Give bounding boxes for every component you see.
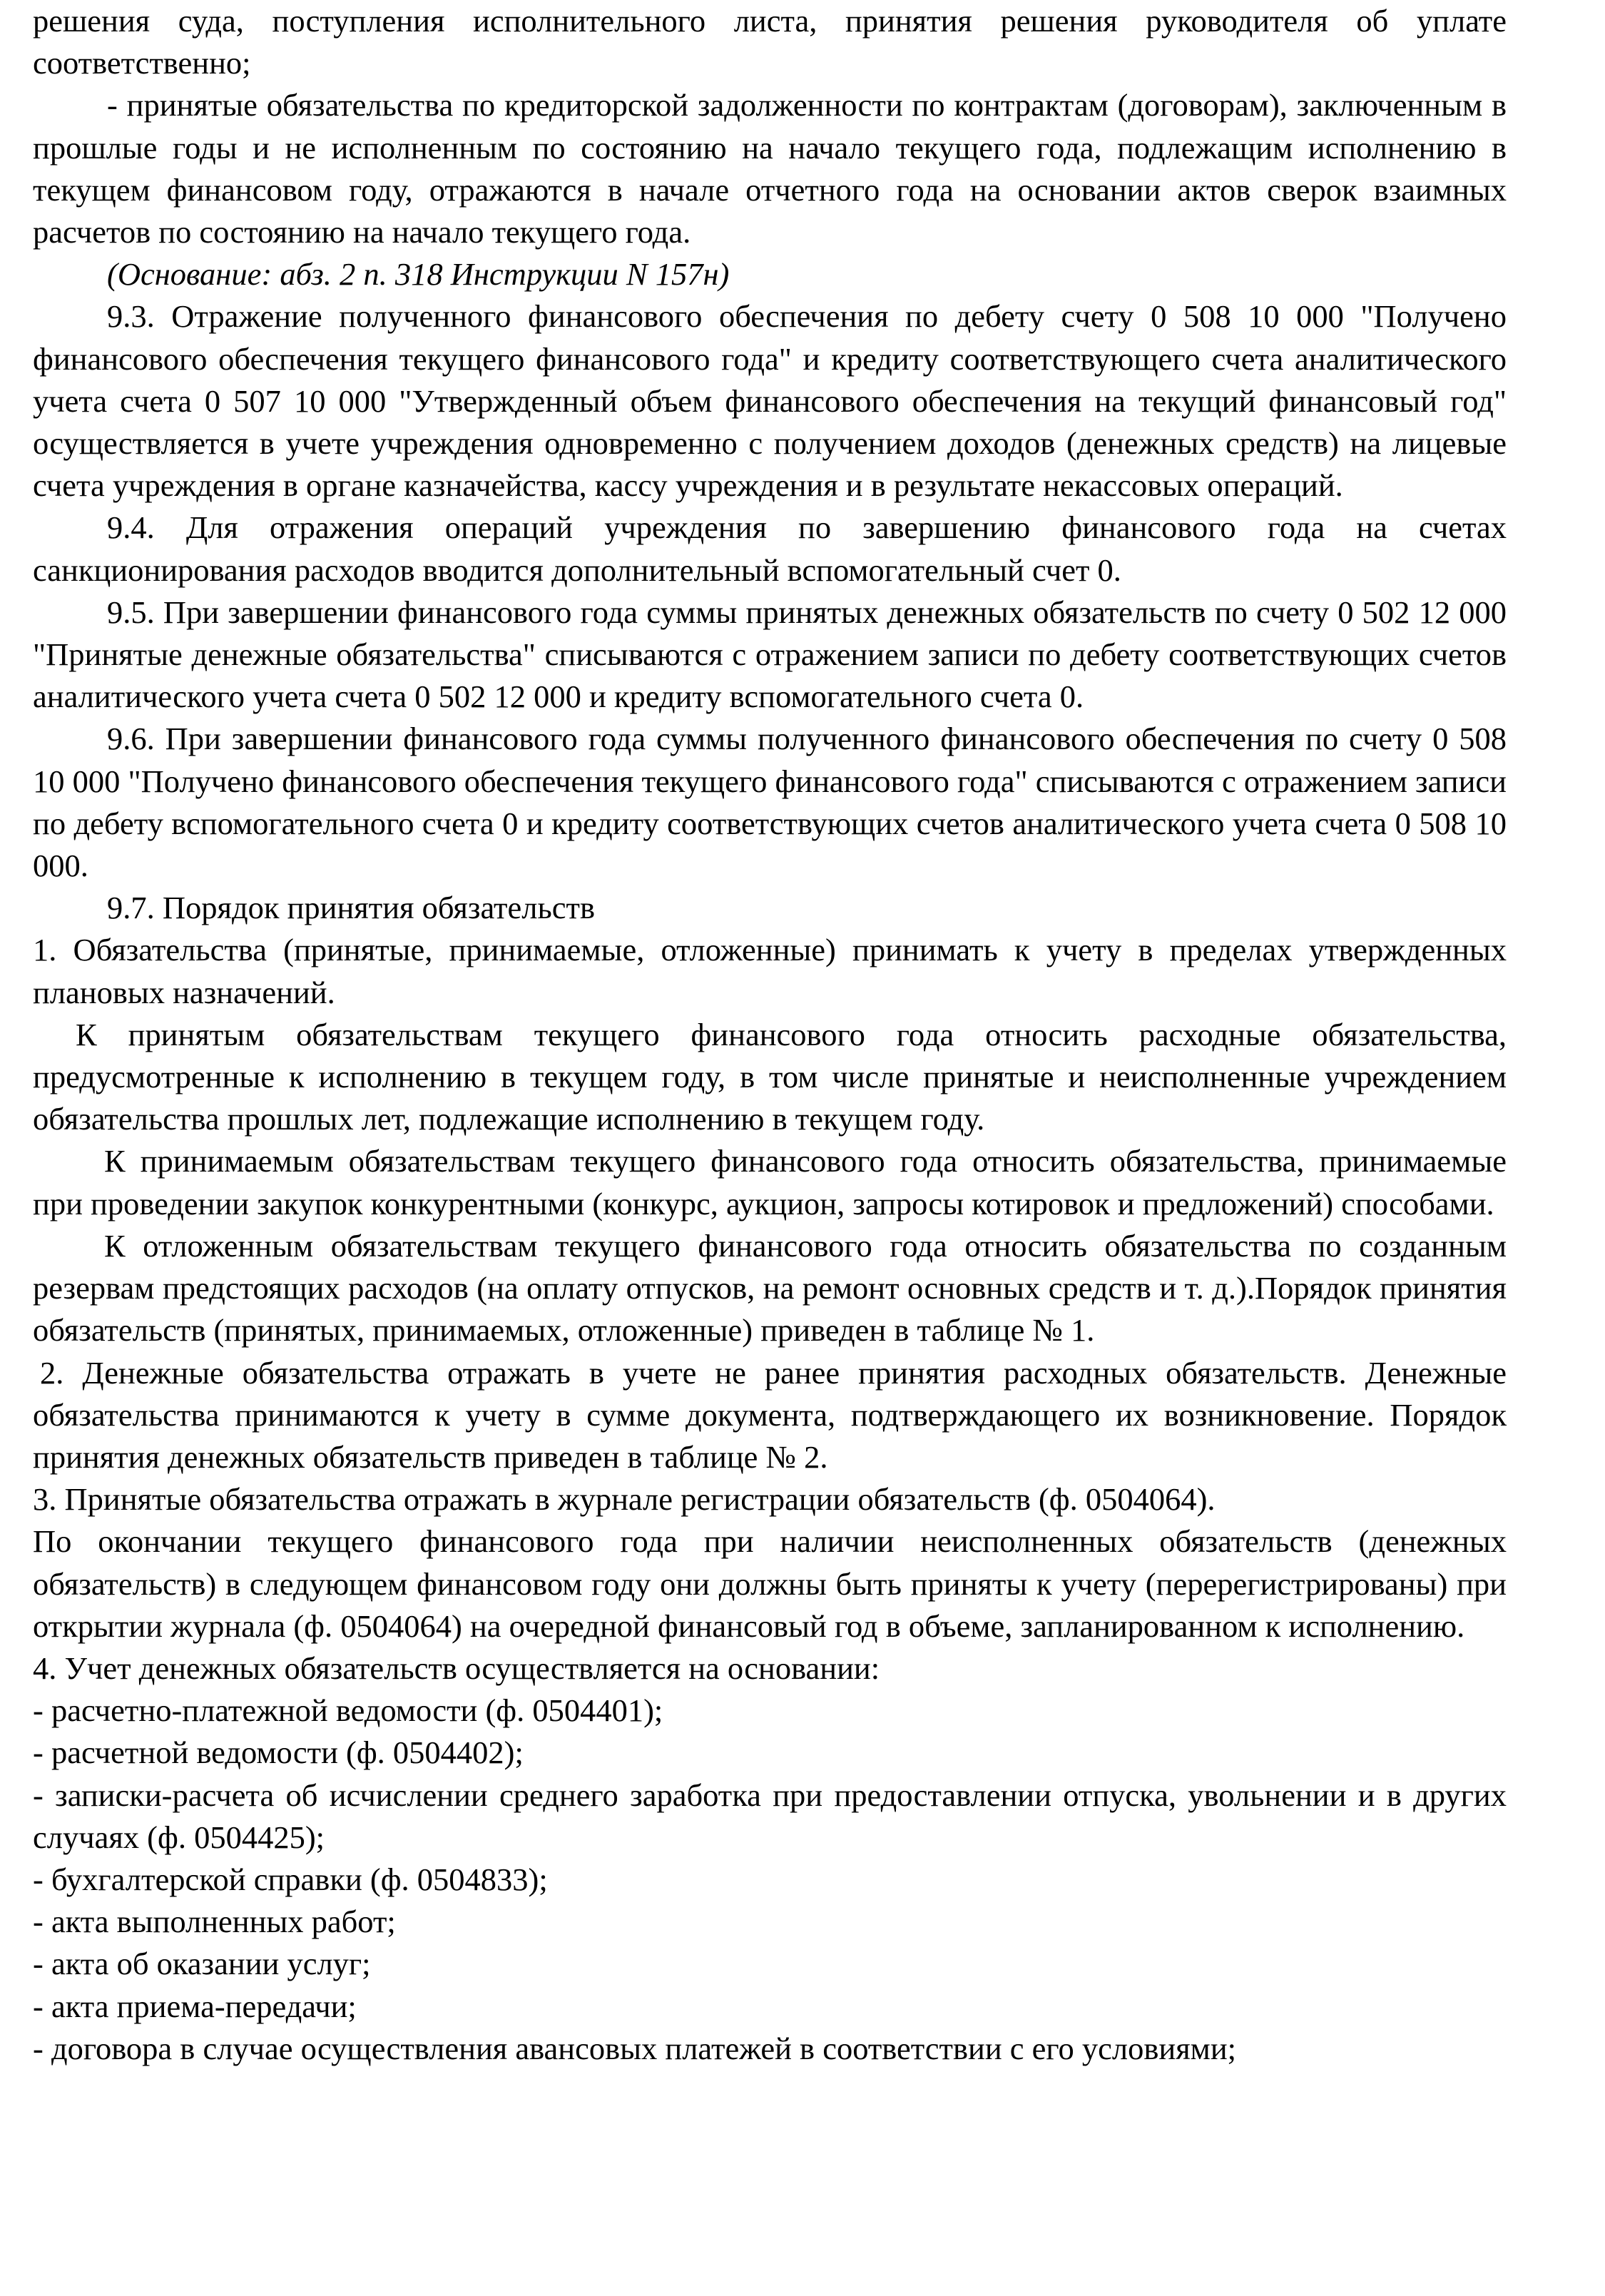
paragraph-deferred-obligations: К отложенным обязательствам текущего финансового года относить обязательства по созданным резервам предстоящих расходов (на оплату отпусков, на ремонт основных средств и т. д.).Порядок принятия обязательств (принятых, принимаемых, отложенные) приведен в таблице № 1. bbox=[33, 1227, 1507, 1348]
paragraph-9-5: 9.5. При завершении финансового года суммы принятых денежных обязательств по счету 0 502 12 000 "Принятые денежные обязательства" списываются с отражением записи по дебету соответствующих счетов аналитического учета счета 0 502 12 000 и кредиту вспомогательного счета 0. bbox=[33, 594, 1507, 715]
paragraph-9-4: 9.4. Для отражения операций учреждения по завершению финансового года на счетах санкционирования расходов вводится дополнительный вспомогательный счет 0. bbox=[33, 509, 1507, 588]
list-item-accounting-certificate: - бухгалтерской справки (ф. 0504833); bbox=[33, 1861, 548, 1897]
list-item-services-act: - акта об оказании услуг; bbox=[33, 1946, 371, 1982]
paragraph-year-end: По окончании текущего финансового года при наличии неисполненных обязательств (денежных обязательств) в следующем финансовом году они должны быть приняты к учету (перерегистрированы) при открытии журнала (ф. 0504064) на очередной финансовый год в объеме, запланированном к исполнению. bbox=[33, 1523, 1507, 1644]
paragraph-creditor-debt: - принятые обязательства по кредиторской задолженности по контрактам (договорам), заключенным в прошлые годы и не исполненным по состоянию на начало текущего года, подлежащим исполнению в текущем финансовом году, отражаются в начале отчетного года на основании актов сверок взаимных расчетов по состоянию на начало текущего года. bbox=[33, 87, 1507, 250]
list-item-transfer-act: - акта приема-передачи; bbox=[33, 1988, 357, 2024]
paragraph-item-2: 2. Денежные обязательства отражать в учете не ранее принятия расходных обязательств. Денежные обязательства принимаются к учету в сумме документа, подтверждающего их возникновение. Порядок принятия денежных обязательств приведен в таблице № 2. bbox=[33, 1354, 1507, 1475]
paragraph-9-6: 9.6. При завершении финансового года суммы полученного финансового обеспечения по счету 0 508 10 000 "Получено финансового обеспечения текущего финансового года" списываются с отражением записи по дебету вспомогательного счета 0 и кредиту соответствующих счетов аналитического учета счета 0 508 10 000. bbox=[33, 721, 1507, 884]
document-page bbox=[33, 0, 1507, 2070]
list-item-average-earnings-note: - записки-расчета об исчислении среднего заработка при предоставлении отпуска, увольнении и в других случаях (ф. 0504425); bbox=[33, 1777, 1507, 1855]
paragraph-accepted-obligations: К принятым обязательствам текущего финансового года относить расходные обязательства, предусмотренные к исполнению в текущем году, в том числе принятые и неисполненные учреждением обязательства прошлых лет, подлежащие исполнению в текущем году. bbox=[33, 1016, 1507, 1137]
list-item-settlement-statement: - расчетной ведомости (ф. 0504402); bbox=[33, 1734, 524, 1771]
paragraph-9-3: 9.3. Отражение полученного финансового обеспечения по дебету счету 0 508 10 000 "Получено финансового обеспечения текущего финансового года" и кредиту соответствующего счета аналитического учета счета 0 507 10 000 "Утвержденный объем финансового обеспечения на текущий финансовый год" осуществляется в учете учреждения одновременно с получением доходов (денежных средств) на лицевые счета учреждения в органе казначейства, кассу учреждения и в результате некассовых операций. bbox=[33, 298, 1507, 504]
list-item-payroll-statement: - расчетно-платежной ведомости (ф. 0504401); bbox=[33, 1692, 663, 1729]
paragraph-pending-obligations: К принимаемым обязательствам текущего финансового года относить обязательства, принимаемые при проведении закупок конкурентными (конкурс, аукцион, запросы котировок и предложений) способами. bbox=[33, 1143, 1507, 1221]
paragraph-item-1: 1. Обязательства (принятые, принимаемые, отложенные) принимать к учету в пределах утвержденных плановых назначений. bbox=[33, 932, 1507, 1010]
paragraph-court-decision-end: решения суда, поступления исполнительного листа, принятия решения руководителя об уплате соответственно; bbox=[33, 3, 1507, 81]
list-item-contract-advance: - договора в случае осуществления авансовых платежей в соответствии с его условиями; bbox=[33, 2030, 1237, 2066]
list-item-work-act: - акта выполненных работ; bbox=[33, 1904, 396, 1940]
paragraph-item-4: 4. Учет денежных обязательств осуществляется на основании: bbox=[33, 1650, 880, 1686]
paragraph-item-3: 3. Принятые обязательства отражать в журнале регистрации обязательств (ф. 0504064). bbox=[33, 1481, 1216, 1518]
paragraph-9-7-heading: 9.7. Порядок принятия обязательств bbox=[107, 890, 595, 926]
paragraph-basis-reference: (Основание: абз. 2 п. 318 Инструкции N 157н) bbox=[107, 256, 730, 293]
